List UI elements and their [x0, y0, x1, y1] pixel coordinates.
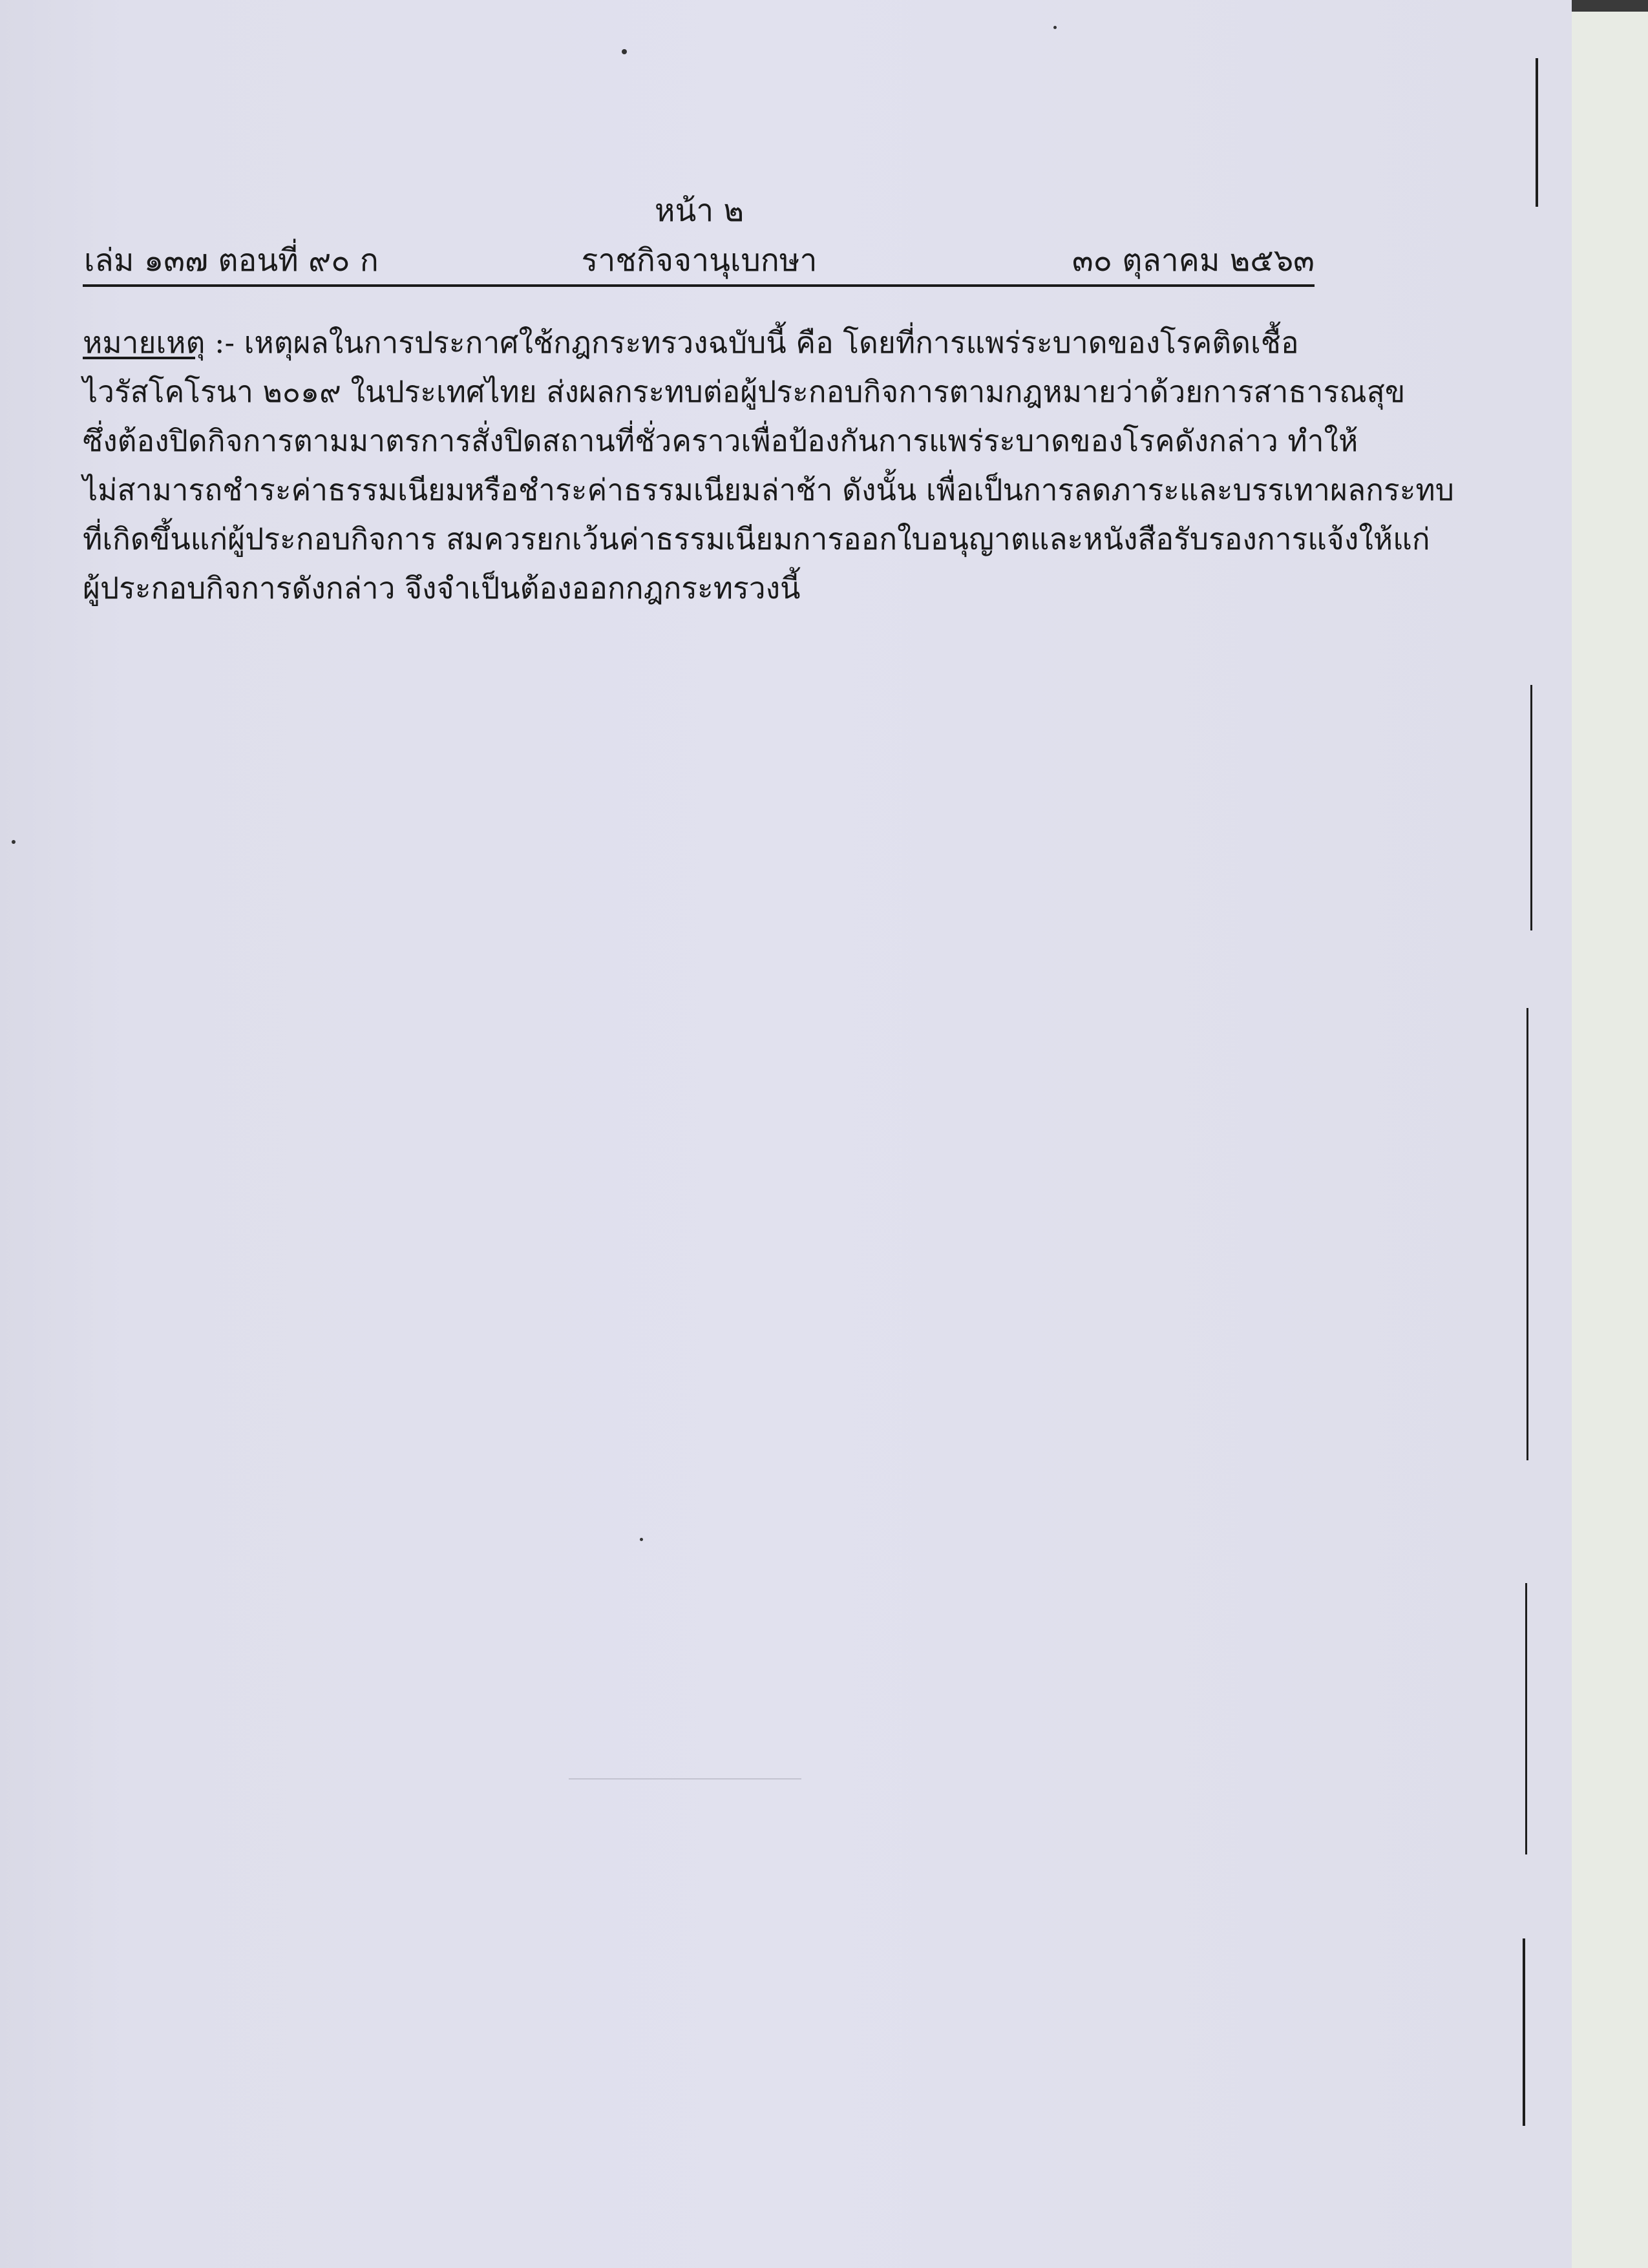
scanner-bed-edge: [1572, 0, 1648, 12]
scan-edge-line: [1527, 1008, 1528, 1460]
volume-issue: เล่ม ๑๓๗ ตอนที่ ๙๐ ก: [84, 242, 379, 278]
remark-section: [83, 318, 1454, 613]
gazette-title: ราชกิจจานุเบกษา: [581, 242, 818, 278]
remark-line-2: ไวรัสโคโรนา ๒๐๑๙ ในประเทศไทย ส่งผลกระทบต่อผู้ประกอบกิจการตามกฎหมายว่าด้วยการสาธารณสุข: [83, 374, 1406, 409]
remark-line-3: ซึ่งต้องปิดกิจการตามมาตรการสั่งปิดสถานที่ชั่วคราวเพื่อป้องกันการแพร่ระบาดของโรคดังกล่าว ทำให้: [83, 423, 1358, 458]
gazette-header: [84, 236, 1315, 281]
remark-separator: :-: [205, 325, 244, 360]
scan-speck: [622, 49, 627, 54]
publication-date: ๓๐ ตุลาคม ๒๕๖๓: [1072, 242, 1315, 278]
remark-label: หมายเหตุ: [83, 325, 206, 360]
scan-edge-line: [1525, 1583, 1527, 1854]
remark-line-4: ไม่สามารถชำระค่าธรรมเนียมหรือชำระค่าธรรมเนียมล่าช้า ดังนั้น เพื่อเป็นการลดภาระและบรรเทาผลกระทบ: [83, 472, 1454, 507]
scan-artifact-line: [569, 1778, 801, 1780]
remark-line-5: ที่เกิดขึ้นแก่ผู้ประกอบกิจการ สมควรยกเว้นค่าธรรมเนียมการออกใบอนุญาตและหนังสือรับรองการแจ้งให้แก่: [83, 521, 1430, 556]
remark-line-1: [83, 318, 1315, 367]
scan-speck: [12, 840, 16, 844]
header-divider: [83, 284, 1315, 287]
scan-speck: [1053, 26, 1057, 29]
remark-text: เหตุผลในการประกาศใช้กฎกระทรวงฉบับนี้ คือ โดยที่การแพร่ระบาดของโรคติดเชื้อ: [244, 325, 1299, 360]
scan-edge-line: [1536, 58, 1538, 207]
scan-edge-line: [1523, 1938, 1525, 2126]
scan-edge-line: [1530, 685, 1532, 930]
remark-line-6: ผู้ประกอบกิจการดังกล่าว จึงจำเป็นต้องออกกฎกระทรวงนี้: [83, 571, 801, 605]
page-number: หน้า ๒: [654, 193, 745, 229]
scan-speck: [640, 1538, 643, 1541]
